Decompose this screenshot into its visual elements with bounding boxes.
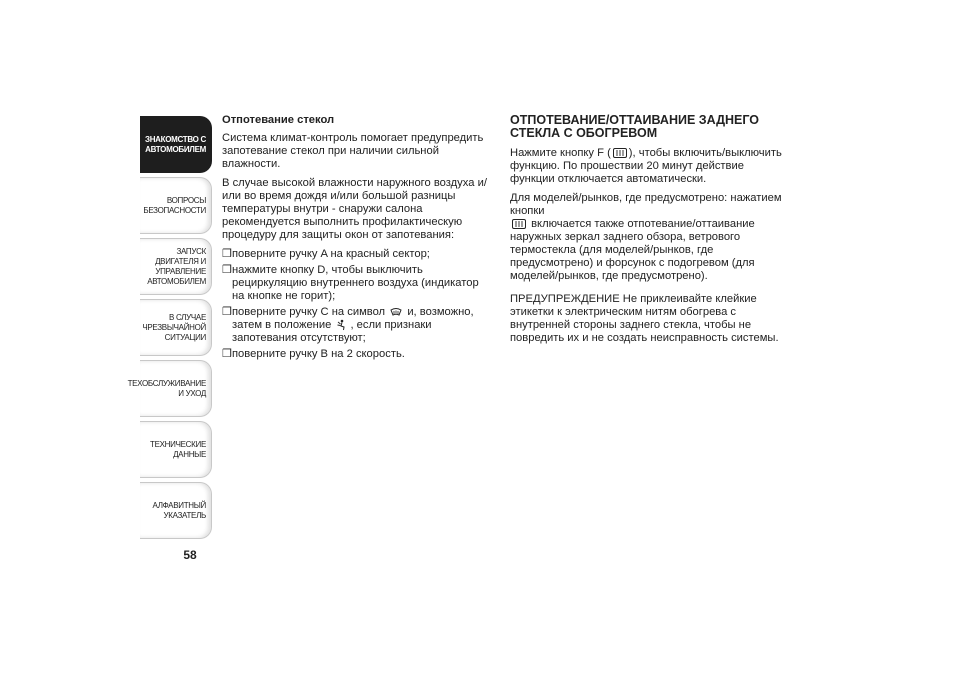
rear-window-heater-icon <box>613 148 627 158</box>
warning-note: ПРЕДУПРЕЖДЕНИЕ Не приклеивайте клейкие этикетки к электрическим нитям обогрева с внутренней стороны заднего стекла, чтобы не повредить их и не создать неисправность системы. <box>510 293 779 344</box>
list-item-text: поверните ручку C на символ <box>232 306 386 318</box>
section-heading: Отпотевание стекол <box>222 114 335 126</box>
right-column <box>510 114 785 351</box>
chapter-tab-label: ЗАПУСК ДВИГАТЕЛЯ И УПРАВЛЕНИЕ АВТОМОБИЛЕМ <box>147 246 206 286</box>
list-item-text: , если признаки запотевания отсутствуют; <box>232 319 432 344</box>
chapter-tab[interactable] <box>140 116 212 173</box>
list-item-text: нажмите кнопку D, чтобы выключить рециркуляцию внутреннего воздуха (индикатор на кнопке не горит); <box>232 264 479 302</box>
chapter-tab[interactable] <box>140 299 212 356</box>
list-item <box>222 264 492 303</box>
bullet-mark: ❒ <box>222 306 233 318</box>
chapter-tab-label: АЛФАВИТНЫЙ УКАЗАТЕЛЬ <box>152 500 206 520</box>
chapter-tabs <box>127 116 212 543</box>
air-distribution-icon <box>336 319 348 331</box>
chapter-tab[interactable] <box>127 360 212 417</box>
chapter-tab[interactable] <box>140 421 212 478</box>
rear-window-heater-icon <box>512 219 526 229</box>
section-heading: ОТПОТЕВАНИЕ/ОТТАИВАНИЕ ЗАДНЕГО СТЕКЛА С ОБОГРЕВОМ <box>510 113 759 140</box>
bullet-mark: ❒ <box>222 248 233 260</box>
page-number: 58 <box>183 548 197 562</box>
list-item <box>222 348 492 361</box>
list-item-text: поверните ручку A на красный сектор; <box>232 248 430 260</box>
paragraph: Система климат-контроль помогает предупредить запотевание стекол при наличии сильной влажности. <box>222 132 484 170</box>
paragraph-text: ), чтобы включить/выключить функцию. По прошествии 20 минут действие функции отключается автоматически. <box>510 147 782 185</box>
chapter-tab[interactable] <box>140 177 212 234</box>
list-item <box>222 248 492 261</box>
list-item-text: поверните ручку B на 2 скорость. <box>232 348 405 360</box>
chapter-tab-label: ТЕХОБСЛУЖИВАНИЕ И УХОД <box>127 378 206 398</box>
bullet-mark: ❒ <box>222 264 233 276</box>
left-column <box>222 114 492 364</box>
windscreen-defrost-icon <box>390 307 402 317</box>
chapter-tab-label: В СЛУЧАЕ ЧРЕЗВЫЧАЙНОЙ СИТУАЦИИ <box>142 312 206 342</box>
list-item-text: и, возможно, затем в положение <box>232 306 474 331</box>
chapter-tab-label: ЗНАКОМСТВО С АВТОМОБИЛЕМ <box>144 134 206 154</box>
paragraph <box>510 147 785 186</box>
chapter-tab-label: ВОПРОСЫ БЕЗОПАСНОСТИ <box>143 195 206 215</box>
chapter-tab[interactable] <box>140 482 212 539</box>
paragraph-text: Нажмите кнопку F ( <box>510 147 611 159</box>
paragraph <box>510 192 785 283</box>
chapter-tab[interactable] <box>140 238 212 295</box>
paragraph-text: включается также отпотевание/оттаивание наружных зеркал заднего обзора, ветрового термостекла (для моделей/рынков, где предусмотрено) и форсунок с подогревом (для моделей/рынков, где предусмотрено). <box>510 218 755 282</box>
list-item <box>222 306 492 345</box>
paragraph: В случае высокой влажности наружного воздуха и/или во время дождя и/или большой разницы температуры внутри - снаружи салона рекомендуется выполнить профилактическую процедуру для защиты окон от запотевания: <box>222 177 487 241</box>
paragraph-text: Для моделей/рынков, где предусмотрено: нажатием кнопки <box>510 192 782 217</box>
chapter-tab-label: ТЕХНИЧЕСКИЕ ДАННЫЕ <box>150 439 206 459</box>
bullet-mark: ❒ <box>222 348 233 360</box>
